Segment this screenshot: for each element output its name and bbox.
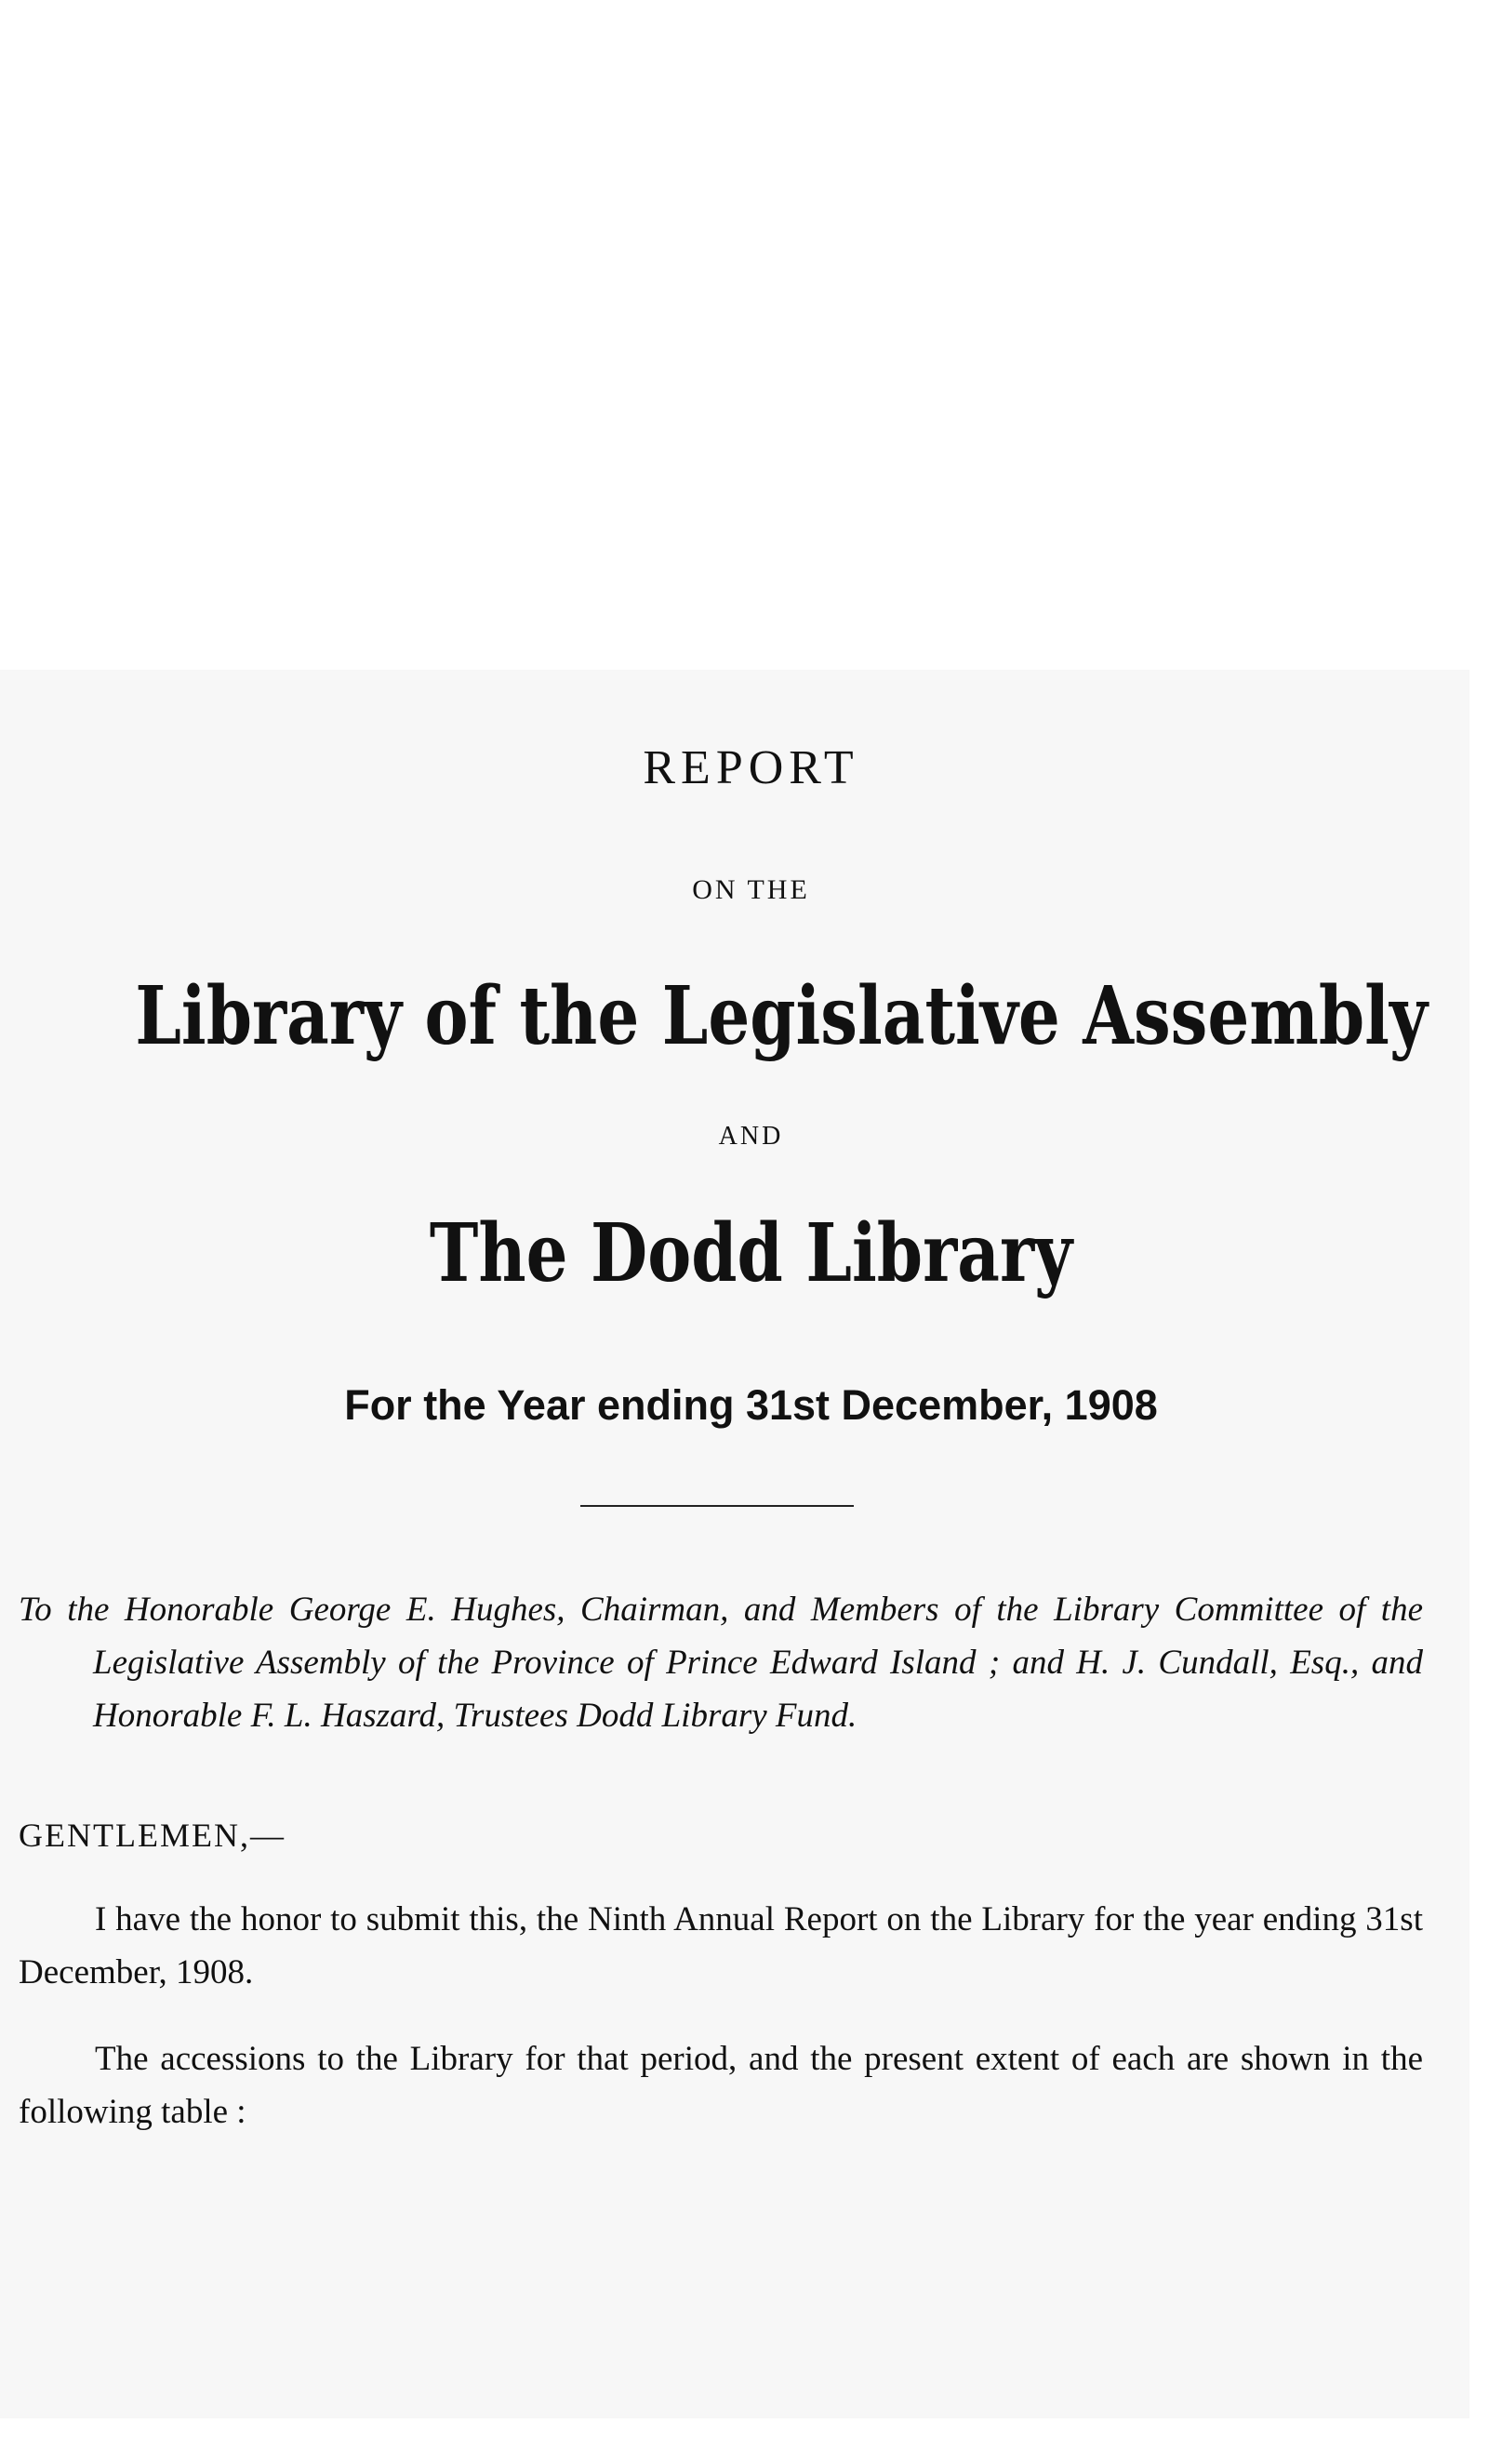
year-line: For the Year ending 31st December, 1908: [344, 1381, 1158, 1429]
sub-title: The Dodd Library: [429, 1206, 1073, 1300]
paper-area: [0, 670, 1469, 2418]
main-title: Library of the Legislative Assembly: [135, 969, 1428, 1063]
body-paragraph-2: The accessions to the Library for that period, and the present extent of each are shown in the following table :: [19, 2040, 1423, 2131]
body-paragraph-1: I have the honor to submit this, the Ninth Annual Report on the Library for the year ending 31st December, 1908.: [19, 1900, 1423, 1991]
divider-rule: [580, 1505, 854, 1507]
report-heading: REPORT: [643, 741, 859, 794]
address-paragraph: To the Honorable George E. Hughes, Chairman, and Members of the Library Committee of the Legislative Assembly of the Province of Prince Edward Island ; and H. J. Cundall, Esq., and Honorable F. L. Haszard, Trustees Dodd Library Fund.: [19, 1591, 1423, 1735]
salutation: GENTLEMEN,—: [19, 1817, 286, 1854]
and-label: AND: [718, 1122, 784, 1151]
on-the-label: ON THE: [692, 874, 810, 905]
